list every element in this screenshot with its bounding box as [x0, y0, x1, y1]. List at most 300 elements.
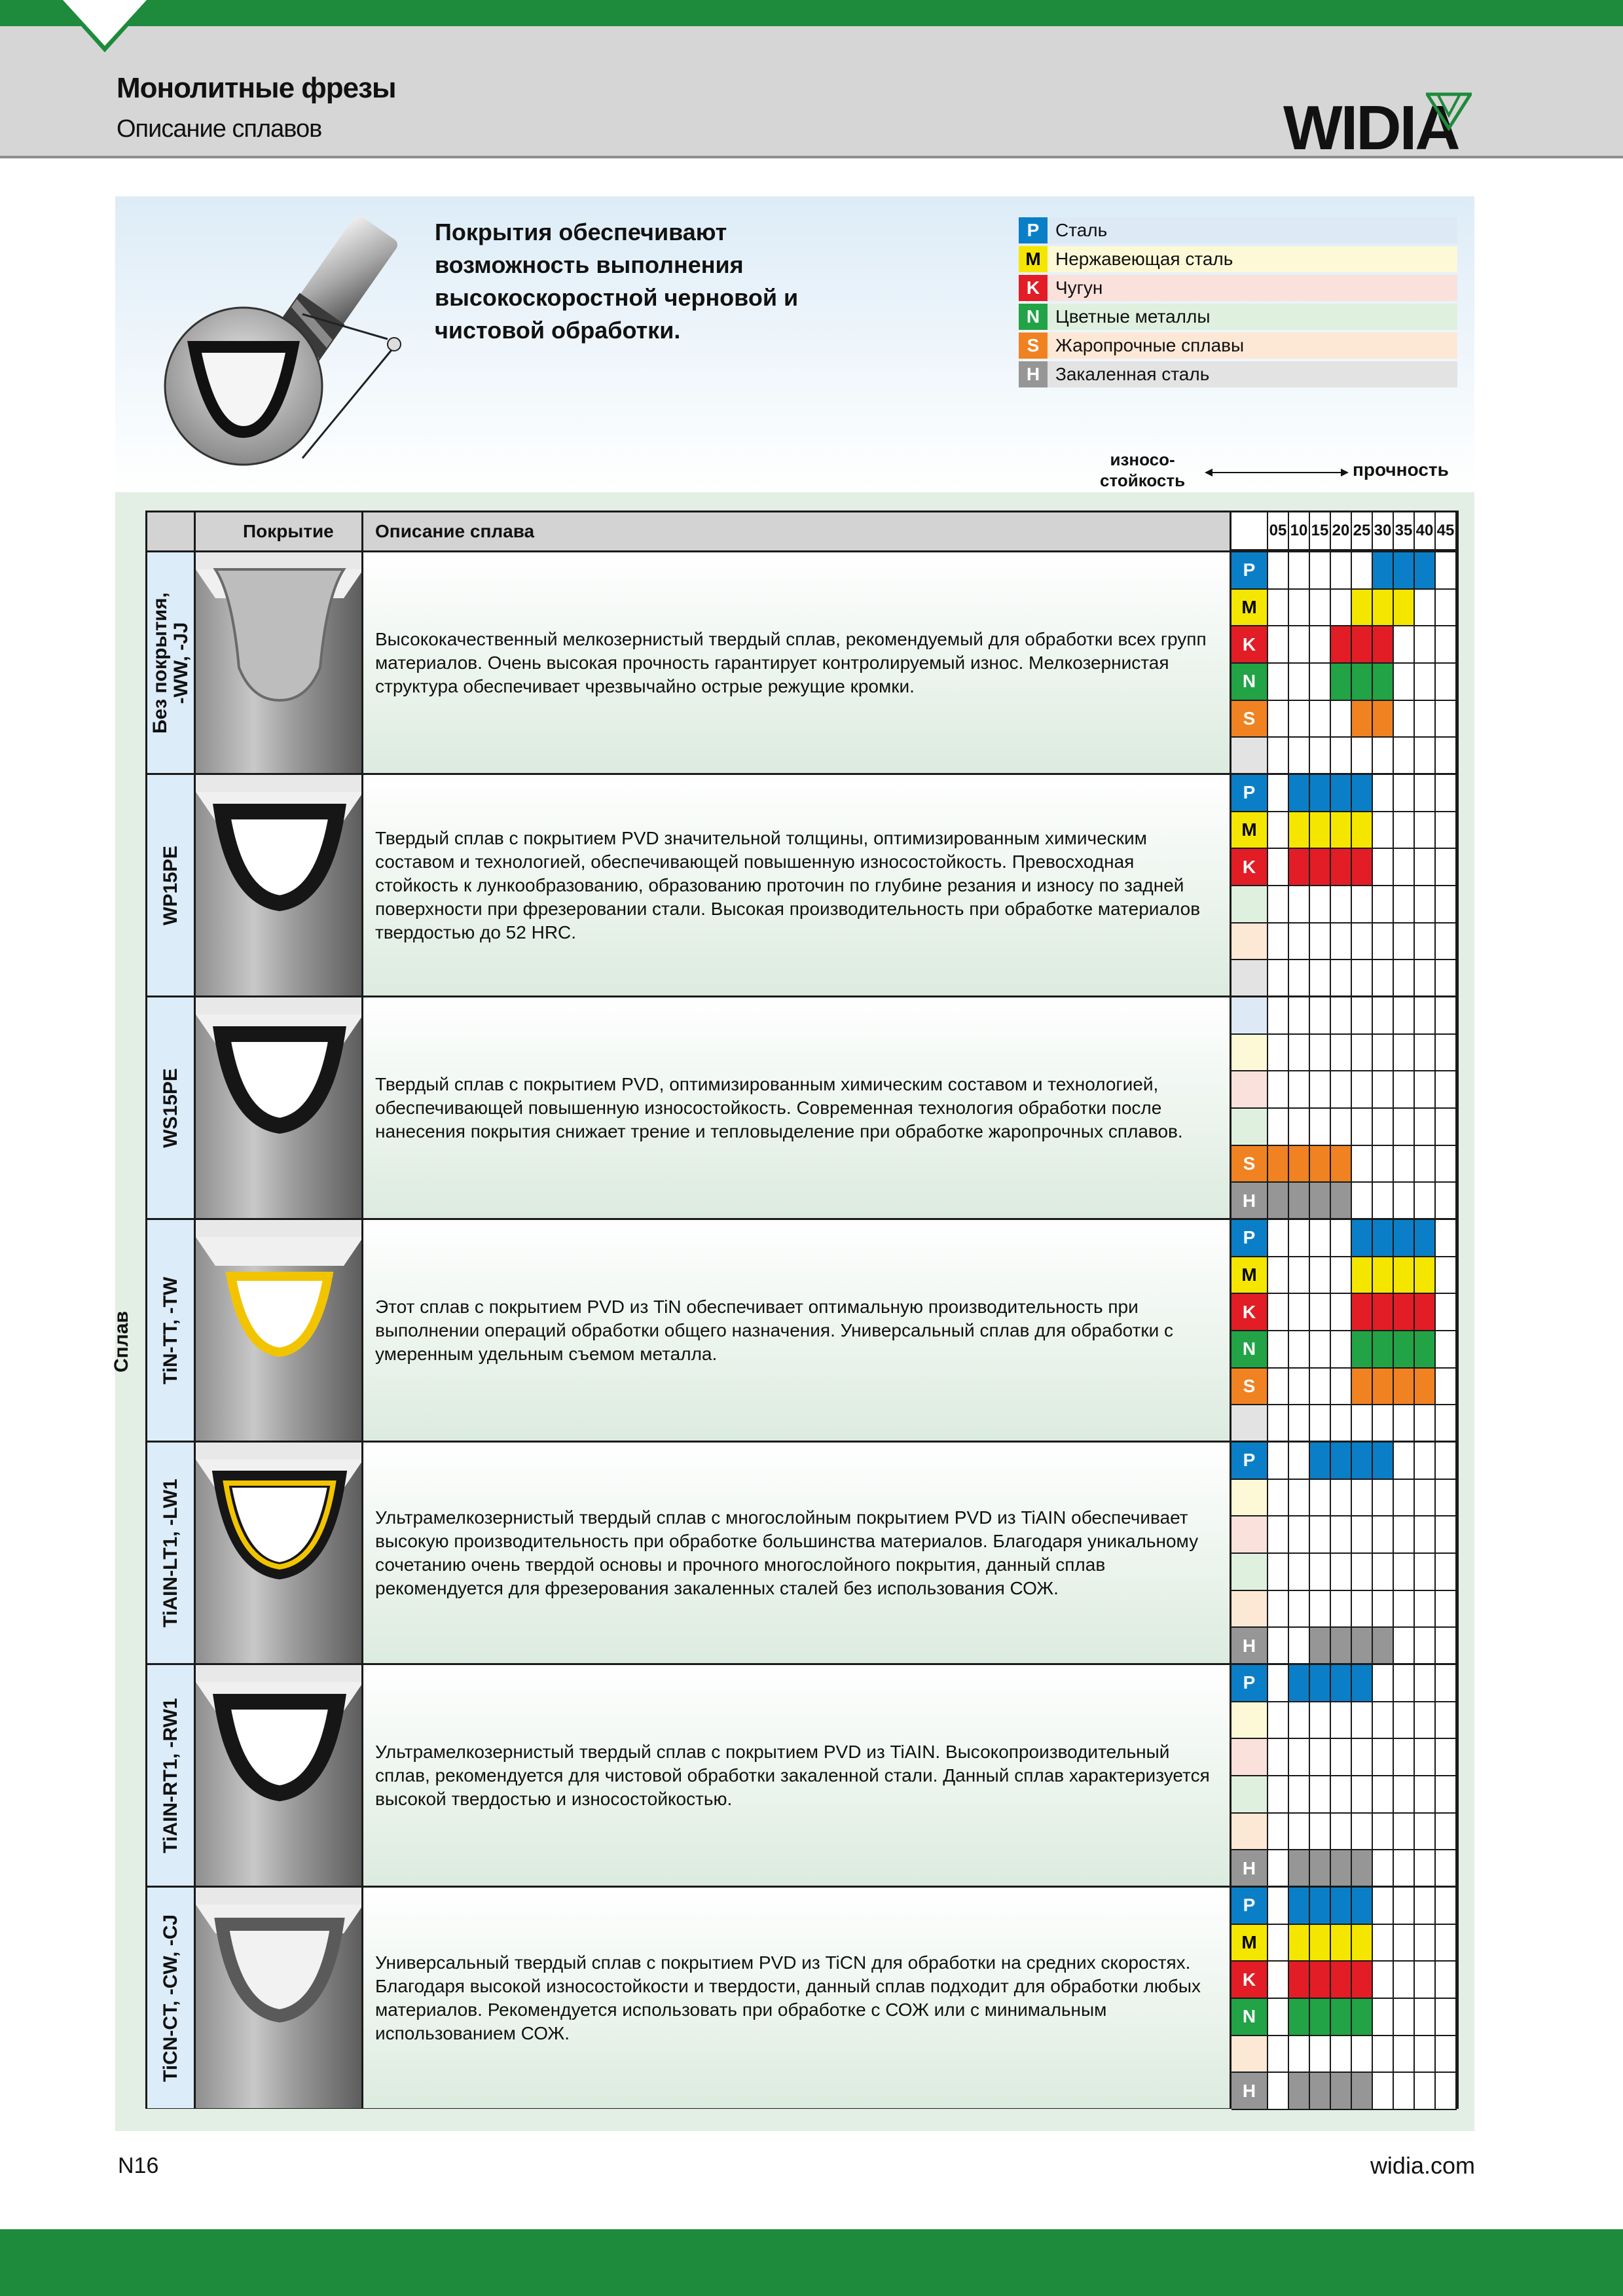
- grade-cell: [1310, 2036, 1331, 2073]
- material-badge: P: [1231, 1665, 1268, 1702]
- grade-cell-filled: [1310, 1999, 1331, 2036]
- grade-cell: [1310, 1331, 1331, 1369]
- grade-cell: [1289, 960, 1310, 997]
- alloy-description-cell: [363, 1220, 1231, 1441]
- grade-cell-filled: [1415, 1294, 1436, 1331]
- coating-profile-icon: [196, 1888, 363, 2108]
- grade-cell: [1289, 1294, 1310, 1331]
- grade-cell-filled: [1352, 1888, 1373, 1925]
- legend-item-s: [1019, 332, 1457, 359]
- grade-cell-filled: [1373, 701, 1394, 738]
- grade-cell: [1394, 1628, 1415, 1665]
- grade-cell: [1436, 701, 1457, 738]
- grade-cell: [1289, 1480, 1310, 1517]
- grade-header-cell: 05: [1268, 512, 1289, 550]
- grade-cell: [1289, 1443, 1310, 1480]
- material-badge: M: [1231, 590, 1268, 627]
- alloy-description: Этот сплав с покрытием PVD из TiN обеспечивает оптимальную производительность при выполнении операций обработки общего назначения. Универсальный сплав для обработки с умеренным удельным съемом металла.: [375, 1296, 1174, 1364]
- legend-badge: N: [1019, 304, 1048, 330]
- grade-cell: [1415, 590, 1436, 627]
- grade-cell: [1436, 1888, 1457, 1925]
- grade-cell: [1268, 1628, 1289, 1665]
- grade-cell: [1331, 924, 1352, 961]
- grade-cell-filled: [1352, 1220, 1373, 1257]
- grade-cell: [1289, 1554, 1310, 1591]
- legend-item-k: [1019, 275, 1457, 301]
- grade-cell-filled: [1373, 1257, 1394, 1295]
- grade-cell: [1268, 1999, 1289, 2036]
- grade-cell-filled: [1415, 1257, 1436, 1295]
- grade-cell: [1331, 1331, 1352, 1369]
- material-badge: [1231, 1702, 1268, 1740]
- grade-cell: [1436, 1776, 1457, 1814]
- material-row-h: [1231, 1405, 1457, 1443]
- grade-cell: [1415, 1405, 1436, 1443]
- material-badge: [1231, 924, 1268, 961]
- alloy-description-cell: [363, 997, 1231, 1218]
- grade-cell: [1436, 1183, 1457, 1220]
- grade-cell: [1436, 1702, 1457, 1740]
- grade-cell: [1268, 552, 1289, 590]
- grade-cell-filled: [1373, 1294, 1394, 1331]
- material-row-s: [1231, 1814, 1457, 1851]
- grade-cell: [1436, 997, 1457, 1035]
- grade-cell-filled: [1310, 1925, 1331, 1962]
- grade-cell: [1331, 1516, 1352, 1554]
- material-row-p: [1231, 1220, 1457, 1257]
- material-badge: [1231, 1035, 1268, 1072]
- coating-profile-icon: [196, 997, 363, 1218]
- material-badge: [1231, 1814, 1268, 1851]
- grade-cell: [1268, 1109, 1289, 1146]
- grade-cell: [1331, 1035, 1352, 1072]
- grade-cell: [1310, 1369, 1331, 1406]
- grade-cell: [1415, 1665, 1436, 1702]
- coating-profile-icon: [196, 775, 363, 996]
- legend-label: Нержавеющая сталь: [1048, 246, 1457, 272]
- grade-cell-filled: [1352, 1962, 1373, 1999]
- grade-cell-filled: [1394, 552, 1415, 590]
- grade-cell-filled: [1352, 1999, 1373, 2036]
- grade-cell: [1268, 1702, 1289, 1740]
- grade-cell: [1415, 1183, 1436, 1220]
- legend-item-m: [1019, 246, 1457, 272]
- legend-badge: S: [1019, 332, 1048, 359]
- grade-cell: [1331, 1480, 1352, 1517]
- grade-cell-filled: [1331, 812, 1352, 850]
- alloy-name: TiAIN-RT1, -RW1: [159, 1697, 181, 1854]
- grade-cell: [1289, 1257, 1310, 1295]
- material-row-p: [1231, 997, 1457, 1035]
- grade-cell: [1373, 1035, 1394, 1072]
- grade-cell: [1415, 1962, 1436, 1999]
- grade-cell-filled: [1373, 1628, 1394, 1665]
- legend-item-n: [1019, 304, 1457, 330]
- legend-badge: M: [1019, 246, 1048, 272]
- alloy-name-cell: [147, 1220, 196, 1441]
- grade-cell: [1331, 738, 1352, 775]
- grade-cell-filled: [1310, 1888, 1331, 1925]
- grade-cell: [1268, 960, 1289, 997]
- alloy-row: [147, 1886, 1457, 2108]
- grade-cell: [1373, 1850, 1394, 1888]
- grade-cell: [1289, 886, 1310, 924]
- scale-wear-label: износо- стойкость: [1100, 450, 1186, 490]
- material-badge: N: [1231, 1999, 1268, 2036]
- material-row-k: [1231, 1739, 1457, 1776]
- grade-cell: [1373, 1925, 1394, 1962]
- grade-cell: [1268, 812, 1289, 850]
- grade-cell: [1289, 701, 1310, 738]
- grade-cell: [1436, 1146, 1457, 1183]
- grade-cell: [1436, 664, 1457, 701]
- grade-cell-filled: [1310, 1628, 1331, 1665]
- material-badge: M: [1231, 812, 1268, 850]
- grade-cell: [1268, 2073, 1289, 2110]
- grade-cell: [1352, 738, 1373, 775]
- alloy-description: Высококачественный мелкозернистый твердый сплав, рекомендуемый для обработки всех групп материалов. Очень высокая прочность гарантирует контролируемый износ. Мелкозернистая структура обеспечивает чрезвычайно острые режущие кромки.: [375, 628, 1207, 696]
- grade-cell-filled: [1331, 1665, 1352, 1702]
- grade-cell: [1352, 1183, 1373, 1220]
- grade-cell: [1310, 664, 1331, 701]
- website-url[interactable]: widia.com: [1370, 2152, 1475, 2179]
- grade-cell: [1373, 1962, 1394, 1999]
- grade-cell: [1289, 1109, 1310, 1146]
- material-row-p: [1231, 1888, 1457, 1925]
- grade-cell: [1415, 775, 1436, 812]
- alloy-row: [147, 773, 1457, 996]
- alloy-name-cell: [147, 1888, 196, 2108]
- grade-cell: [1331, 1220, 1352, 1257]
- grade-cell: [1373, 1183, 1394, 1220]
- material-badge: P: [1231, 552, 1268, 590]
- grade-cell-filled: [1352, 701, 1373, 738]
- grade-cell: [1436, 2036, 1457, 2073]
- grade-cell-filled: [1394, 590, 1415, 627]
- grade-cell: [1436, 2073, 1457, 2110]
- grade-cell: [1436, 1814, 1457, 1851]
- grade-cell: [1268, 1071, 1289, 1109]
- grade-cell: [1436, 1220, 1457, 1257]
- alloy-description-cell: [363, 1443, 1231, 1663]
- grade-cell: [1310, 1109, 1331, 1146]
- grade-cell: [1436, 849, 1457, 886]
- grade-cell: [1331, 1814, 1352, 1851]
- grade-cell: [1310, 886, 1331, 924]
- page-subtitle: Описание сплавов: [117, 115, 322, 143]
- grade-cell: [1415, 1628, 1436, 1665]
- grade-cell: [1415, 1480, 1436, 1517]
- material-row-h: [1231, 1628, 1457, 1665]
- grade-cell: [1373, 738, 1394, 775]
- grade-cell: [1310, 590, 1331, 627]
- side-label-alloy: Сплав: [111, 1311, 132, 1372]
- grade-cell: [1373, 1405, 1394, 1443]
- grade-cell: [1436, 1925, 1457, 1962]
- grade-cell: [1373, 1665, 1394, 1702]
- grade-cell: [1436, 1850, 1457, 1888]
- material-row-n: [1231, 1109, 1457, 1146]
- material-row-n: [1231, 664, 1457, 701]
- grade-cell-filled: [1310, 1146, 1331, 1183]
- material-badge: S: [1231, 1146, 1268, 1183]
- grade-cell: [1373, 1702, 1394, 1740]
- material-row-m: [1231, 1257, 1457, 1295]
- grade-cell: [1373, 1146, 1394, 1183]
- grade-cell: [1436, 1665, 1457, 1702]
- grade-cell: [1415, 1925, 1436, 1962]
- grade-cell: [1268, 886, 1289, 924]
- scale-strength-label: прочность: [1353, 459, 1449, 480]
- material-badge: [1231, 738, 1268, 775]
- material-row-k: [1231, 849, 1457, 886]
- grade-cell: [1352, 552, 1373, 590]
- grade-cell: [1394, 2036, 1415, 2073]
- material-badge: [1231, 2036, 1268, 2073]
- grade-cell: [1373, 2036, 1394, 2073]
- grade-cell: [1352, 924, 1373, 961]
- grade-cell: [1436, 1071, 1457, 1109]
- material-row-h: [1231, 960, 1457, 997]
- grade-cell: [1415, 1814, 1436, 1851]
- intro-text: Покрытия обеспечивают возможность выполнения высокоскоростной черновой и чистовой обработки.: [435, 219, 799, 344]
- grade-cell-filled: [1394, 1220, 1415, 1257]
- grade-cell: [1331, 552, 1352, 590]
- grade-cell: [1394, 1516, 1415, 1554]
- grade-cell-filled: [1352, 664, 1373, 701]
- grade-cell: [1436, 886, 1457, 924]
- grade-cell: [1415, 1591, 1436, 1628]
- grade-cell: [1268, 1850, 1289, 1888]
- grade-cell: [1436, 812, 1457, 850]
- material-badge: K: [1231, 1962, 1268, 1999]
- grade-cell-filled: [1352, 590, 1373, 627]
- material-row-s: [1231, 1591, 1457, 1628]
- grade-cell-filled: [1289, 775, 1310, 812]
- legend-label: Жаропрочные сплавы: [1048, 332, 1457, 359]
- grade-cell: [1436, 1554, 1457, 1591]
- grade-cell: [1394, 1480, 1415, 1517]
- grade-cell-filled: [1373, 626, 1394, 664]
- grade-cell: [1289, 1814, 1310, 1851]
- grade-header-cell: 15: [1310, 512, 1331, 550]
- grade-cell-filled: [1373, 1331, 1394, 1369]
- grade-cell: [1373, 886, 1394, 924]
- grade-cell: [1268, 1035, 1289, 1072]
- grade-cell: [1352, 1702, 1373, 1740]
- grade-cell: [1289, 626, 1310, 664]
- grade-cell-filled: [1352, 1369, 1373, 1406]
- grade-cell-filled: [1352, 1925, 1373, 1962]
- material-badge: K: [1231, 849, 1268, 886]
- material-row-n: [1231, 1554, 1457, 1591]
- material-row-n: [1231, 1999, 1457, 2036]
- grade-cell: [1289, 1071, 1310, 1109]
- material-row-m: [1231, 1480, 1457, 1517]
- grade-cell-filled: [1289, 1146, 1310, 1183]
- alloy-name-cell: [147, 997, 196, 1218]
- alloy-row: [147, 996, 1457, 1218]
- material-row-p: [1231, 1665, 1457, 1702]
- grade-cell: [1331, 590, 1352, 627]
- coating-profile-icon: [196, 552, 363, 773]
- grade-cell: [1394, 960, 1415, 997]
- grade-cell-filled: [1331, 1888, 1352, 1925]
- grade-cell: [1394, 701, 1415, 738]
- grade-cell-filled: [1331, 1628, 1352, 1665]
- grade-cell: [1373, 997, 1394, 1035]
- grade-cell-filled: [1352, 1665, 1373, 1702]
- grade-cell-filled: [1331, 1850, 1352, 1888]
- grade-cell: [1415, 812, 1436, 850]
- grade-cell: [1331, 701, 1352, 738]
- grade-cell: [1352, 997, 1373, 1035]
- alloy-name-cell: [147, 1443, 196, 1663]
- grade-cell: [1331, 1739, 1352, 1776]
- grade-cell: [1268, 1516, 1289, 1554]
- grade-cell: [1373, 1999, 1394, 2036]
- grade-cell: [1394, 1071, 1415, 1109]
- grade-cell: [1394, 1925, 1415, 1962]
- grade-cell: [1289, 1220, 1310, 1257]
- grade-cell: [1289, 1739, 1310, 1776]
- grade-cell: [1394, 775, 1415, 812]
- grade-cell: [1289, 1035, 1310, 1072]
- grade-cell: [1373, 1739, 1394, 1776]
- material-row-s: [1231, 1146, 1457, 1183]
- material-badge: K: [1231, 1294, 1268, 1331]
- grade-cell: [1436, 775, 1457, 812]
- grade-cell: [1436, 1739, 1457, 1776]
- grade-cell: [1310, 701, 1331, 738]
- grade-cell-filled: [1394, 1294, 1415, 1331]
- grade-cell: [1394, 849, 1415, 886]
- grade-cell-filled: [1331, 664, 1352, 701]
- grade-cell: [1310, 1071, 1331, 1109]
- grade-cell: [1394, 886, 1415, 924]
- grade-cell: [1352, 1554, 1373, 1591]
- grade-cell: [1289, 1591, 1310, 1628]
- grade-cell: [1415, 1443, 1436, 1480]
- grade-cell: [1394, 1109, 1415, 1146]
- grade-cell-filled: [1289, 1665, 1310, 1702]
- grade-cell-filled: [1310, 2073, 1331, 2110]
- material-badge: N: [1231, 664, 1268, 701]
- grade-cell: [1415, 886, 1436, 924]
- material-badge: [1231, 1776, 1268, 1814]
- grade-cell: [1331, 960, 1352, 997]
- grade-cell-filled: [1331, 1962, 1352, 1999]
- grade-cell: [1415, 738, 1436, 775]
- material-row-h: [1231, 738, 1457, 775]
- material-row-s: [1231, 924, 1457, 961]
- grade-cell: [1310, 552, 1331, 590]
- grade-cell: [1394, 1554, 1415, 1591]
- grade-cell: [1289, 2036, 1310, 2073]
- grade-cell-filled: [1352, 849, 1373, 886]
- grade-header-cell: 40: [1415, 512, 1436, 550]
- material-badge: M: [1231, 1925, 1268, 1962]
- alloy-row: [147, 1218, 1457, 1441]
- coating-image: [196, 775, 363, 996]
- grade-cell: [1268, 775, 1289, 812]
- material-badge: [1231, 1739, 1268, 1776]
- grade-cell: [1415, 924, 1436, 961]
- grade-header-cell: 30: [1373, 512, 1394, 550]
- legend-label: Чугун: [1048, 275, 1457, 301]
- grade-cell: [1289, 590, 1310, 627]
- grade-cell: [1436, 1035, 1457, 1072]
- grade-cell: [1310, 1776, 1331, 1814]
- grade-cell: [1373, 775, 1394, 812]
- grade-cell-filled: [1352, 626, 1373, 664]
- grade-cell: [1310, 997, 1331, 1035]
- grade-cell: [1268, 590, 1289, 627]
- grade-cell-filled: [1415, 1331, 1436, 1369]
- grade-cell-filled: [1331, 1146, 1352, 1183]
- grade-cell-filled: [1310, 812, 1331, 850]
- material-badge: P: [1231, 1888, 1268, 1925]
- grade-cell-filled: [1289, 849, 1310, 886]
- grade-cell: [1436, 1628, 1457, 1665]
- grade-cell-filled: [1331, 1183, 1352, 1220]
- grade-cell: [1289, 924, 1310, 961]
- grade-cell: [1310, 1220, 1331, 1257]
- material-row-p: [1231, 775, 1457, 812]
- grade-cell: [1310, 1405, 1331, 1443]
- grade-cell: [1436, 1999, 1457, 2036]
- grade-cell-filled: [1394, 1369, 1415, 1406]
- grade-cell: [1268, 1294, 1289, 1331]
- grade-cell: [1268, 1814, 1289, 1851]
- wear-strength-scale: [1048, 445, 1453, 491]
- coating-profile-icon: [196, 1443, 363, 1663]
- alloy-description-cell: [363, 1665, 1231, 1886]
- grade-cell: [1331, 1776, 1352, 1814]
- alloy-name-cell: [147, 1665, 196, 1886]
- material-row-p: [1231, 1443, 1457, 1480]
- grade-cell: [1331, 1702, 1352, 1740]
- grade-cell: [1331, 1071, 1352, 1109]
- grade-cell: [1310, 1591, 1331, 1628]
- legend-badge: P: [1019, 217, 1048, 243]
- grade-cell-filled: [1352, 1294, 1373, 1331]
- grade-cell: [1310, 1294, 1331, 1331]
- grade-cell: [1331, 1554, 1352, 1591]
- grade-cell: [1268, 1220, 1289, 1257]
- grade-cell: [1331, 2036, 1352, 2073]
- grade-cell: [1373, 924, 1394, 961]
- grade-cell: [1268, 664, 1289, 701]
- grade-cell: [1415, 2073, 1436, 2110]
- grade-cell: [1394, 1591, 1415, 1628]
- grade-cell-filled: [1289, 1183, 1310, 1220]
- grade-cell-filled: [1268, 1146, 1289, 1183]
- grade-cell: [1415, 1035, 1436, 1072]
- grade-cell-filled: [1373, 1220, 1394, 1257]
- coating-image: [196, 1665, 363, 1886]
- alloy-description-cell: [363, 775, 1231, 996]
- grade-cell: [1289, 552, 1310, 590]
- grade-cell-filled: [1310, 1183, 1331, 1220]
- coating-profile-icon: [196, 1220, 363, 1441]
- grade-cell: [1310, 1257, 1331, 1295]
- grade-cell-filled: [1373, 1443, 1394, 1480]
- page-number: N16: [118, 2153, 159, 2178]
- grade-cell: [1331, 1257, 1352, 1295]
- grade-cell: [1268, 1554, 1289, 1591]
- grade-cell: [1268, 1257, 1289, 1295]
